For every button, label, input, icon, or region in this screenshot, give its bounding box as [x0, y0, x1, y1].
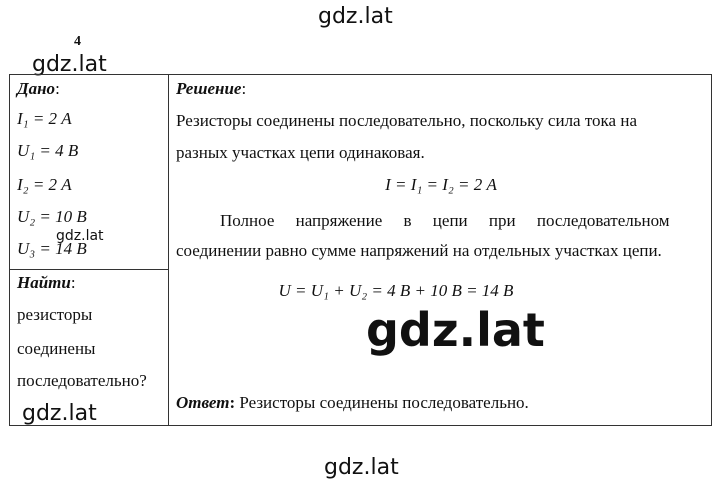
given-item: I₁ = 2 А	[17, 109, 72, 128]
find-line: последовательно?	[17, 371, 147, 390]
given-heading: Дано:	[17, 79, 60, 98]
given-item: U₃ = 14 В	[17, 239, 87, 258]
row-divider	[10, 269, 169, 270]
watermark-bottom: gdz.lat	[324, 455, 399, 480]
watermark-bottom-left: gdz.lat	[22, 401, 97, 426]
formula-voltage: U = U₁ + U₂ = 4 В + 10 В = 14 В	[278, 281, 514, 300]
given-item: U₁ = 4 В	[17, 141, 79, 160]
find-heading: Найти:	[17, 273, 76, 292]
solution-line: соединении равно сумме напряжений на отдельных участках цепи.	[176, 241, 662, 260]
watermark-left: gdz.lat	[32, 52, 107, 77]
watermark-top: gdz.lat	[318, 4, 393, 29]
solution-heading: Решение:	[176, 79, 247, 98]
answer: Ответ: Резисторы соединены последовательно.	[176, 393, 529, 412]
solution-line: разных участках цепи одинаковая.	[176, 143, 425, 162]
watermark-big: gdz.lat	[366, 303, 545, 357]
watermark-small: gdz.lat	[56, 228, 104, 244]
solution-line: Резисторы соединены последовательно, поскольку сила тока на	[176, 111, 638, 130]
formula-current: I = I₁ = I₂ = 2 А	[385, 175, 497, 194]
solution-line: Полное напряжение в цепи при последовательном	[220, 211, 670, 230]
page-number: 4	[74, 34, 81, 49]
given-item: U₂ = 10 В	[17, 207, 87, 226]
given-item: I₂ = 2 А	[17, 175, 72, 194]
find-line: резисторы	[17, 305, 93, 324]
solution-table	[9, 74, 712, 426]
find-line: соединены	[17, 339, 96, 358]
column-divider	[168, 75, 169, 425]
